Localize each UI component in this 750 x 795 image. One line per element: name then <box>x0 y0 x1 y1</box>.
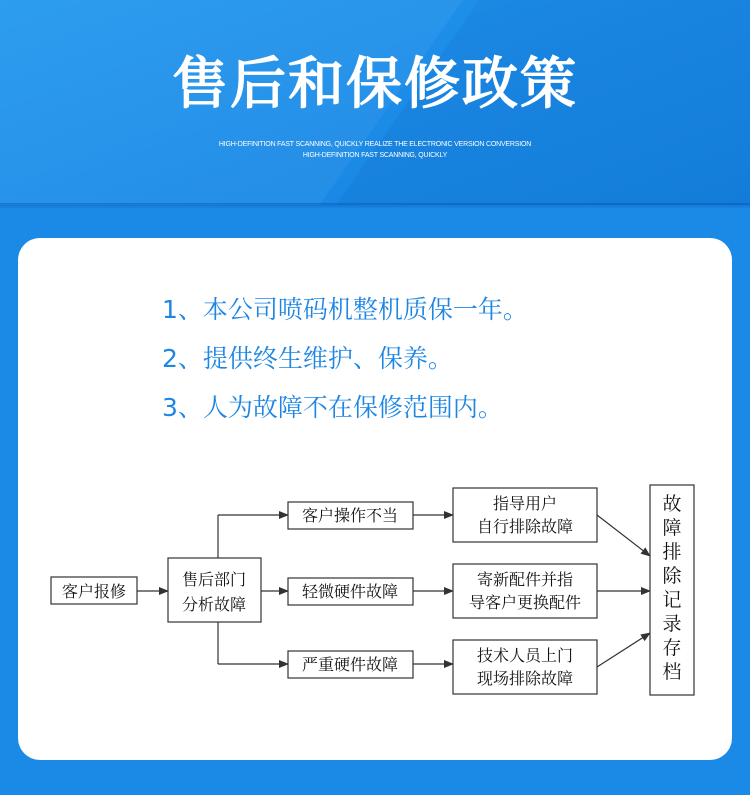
subtitle-line-2: HIGH-DEFINITION FAST SCANNING, QUICKLY <box>302 152 448 159</box>
node-customer-report-label: 客户报修 <box>61 582 127 601</box>
node-after-sales-dept-line1: 售后部门 <box>181 570 247 589</box>
archive-char: 除 <box>662 565 682 587</box>
node-action-send-parts <box>453 564 597 618</box>
policy-item-exclusion: 3、人为故障不在保修范围内。 <box>162 393 503 422</box>
archive-char: 故 <box>662 493 682 515</box>
archive-char: 录 <box>662 613 682 635</box>
node-action-1-line2: 自行排除故障 <box>476 517 574 536</box>
node-cause-improper-operation <box>288 502 413 529</box>
node-customer-report <box>51 577 137 604</box>
node-action-2-line1: 寄新配件并指 <box>476 570 574 589</box>
arrow-action1-to-archive <box>597 515 650 556</box>
node-after-sales-dept <box>168 558 261 622</box>
node-cause-minor-hardware <box>288 578 413 605</box>
page-title: 售后和保修政策 <box>172 52 578 117</box>
node-archive-record <box>650 485 694 695</box>
node-cause-1-label: 客户操作不当 <box>301 506 399 525</box>
node-action-2-line2: 导客户更换配件 <box>468 593 582 612</box>
archive-char: 排 <box>662 541 682 563</box>
node-cause-2-label: 轻微硬件故障 <box>301 582 399 601</box>
policy-item-maintenance: 2、提供终生维护、保养。 <box>162 344 453 373</box>
archive-char: 档 <box>662 661 682 683</box>
node-cause-3-label: 严重硬件故障 <box>301 655 399 674</box>
archive-char: 障 <box>662 517 682 539</box>
node-action-onsite-repair <box>453 640 597 694</box>
policy-item-warranty: 1、本公司喷码机整机质保一年。 <box>162 295 528 324</box>
archive-char: 记 <box>662 589 682 611</box>
subtitle-line-1: HIGH-DEFINITION FAST SCANNING, QUICKLY REALIZE THE ELECTRONIC VERSION CONVERSION <box>218 141 532 148</box>
arrow-action3-to-archive <box>597 633 650 667</box>
node-action-3-line2: 现场排除故障 <box>476 669 574 688</box>
node-action-1-line1: 指导用户 <box>492 494 558 513</box>
node-action-guide-user <box>453 488 597 542</box>
node-cause-severe-hardware <box>288 651 413 678</box>
node-after-sales-dept-line2: 分析故障 <box>181 595 247 614</box>
archive-char: 存 <box>662 637 682 659</box>
node-action-3-line1: 技术人员上门 <box>476 646 574 665</box>
